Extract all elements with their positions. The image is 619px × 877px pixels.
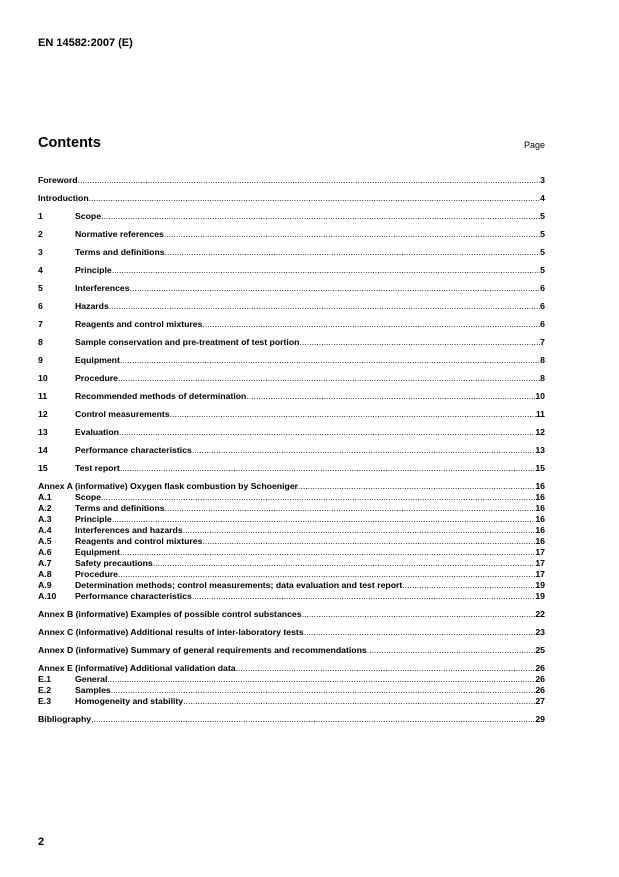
toc-entry-title: Principle [75, 265, 112, 275]
toc-entry-title: Hazards [75, 301, 109, 311]
toc-entry[interactable] [38, 463, 545, 474]
toc-entry-title: Performance characteristics [75, 591, 192, 601]
toc-entry[interactable] [38, 337, 545, 348]
toc-entry[interactable] [38, 609, 545, 620]
toc-entry-number: E.3 [38, 696, 52, 706]
toc-entry[interactable] [38, 229, 545, 240]
dot-leader [109, 301, 540, 312]
toc-entry-title: Terms and definitions [75, 503, 165, 513]
toc-entry-page: 12 [535, 427, 545, 437]
toc-entry-page: 5 [540, 265, 545, 275]
toc-entry-number: 12 [38, 409, 48, 419]
dot-leader [107, 674, 535, 685]
toc-entry-number: A.3 [38, 514, 52, 524]
toc-entry-number: 5 [38, 283, 43, 293]
toc-entry[interactable] [38, 663, 545, 674]
toc-entry-number: 9 [38, 355, 43, 365]
dot-leader [367, 645, 536, 656]
dot-leader [120, 355, 540, 366]
toc-entry-number: A.7 [38, 558, 52, 568]
page-number: 2 [38, 836, 45, 848]
dot-leader [112, 514, 536, 525]
toc-entry-number: 11 [38, 391, 48, 401]
toc-entry-page: 11 [535, 409, 545, 419]
dot-leader [164, 229, 540, 240]
toc-entry-title: Reagents and control mixtures [75, 319, 203, 329]
toc-entry-page: 6 [540, 319, 545, 329]
toc-entry-number: 6 [38, 301, 43, 311]
dot-leader [192, 591, 535, 602]
toc-entry-page: 27 [535, 696, 545, 706]
toc-entry-number: 10 [38, 373, 48, 383]
toc-entry-number: 14 [38, 445, 48, 455]
toc-entry-page: 5 [540, 229, 545, 239]
dot-leader [101, 211, 540, 222]
toc-entry-title: Performance characteristics [75, 445, 192, 455]
toc-entry-title: Annex E (informative) Additional validation data [38, 663, 236, 673]
dot-leader [299, 337, 540, 348]
dot-leader [91, 714, 535, 725]
toc-entry-page: 16 [535, 525, 545, 535]
toc-entry[interactable] [38, 525, 545, 536]
toc-entry-title: Determination methods; control measurements; data evaluation and test report [75, 580, 403, 590]
toc-entry[interactable] [38, 696, 545, 707]
dot-leader [120, 547, 535, 558]
toc-entry-title: Samples [75, 685, 111, 695]
toc-entry[interactable] [38, 547, 545, 558]
dot-leader [170, 409, 536, 420]
toc-entry-title: Principle [75, 514, 112, 524]
toc-entry[interactable] [38, 492, 545, 503]
toc-entry-page: 5 [540, 247, 545, 257]
toc-entry-page: 19 [535, 591, 545, 601]
dot-leader [192, 445, 535, 456]
toc-entry-number: A.9 [38, 580, 52, 590]
dot-leader [118, 569, 535, 580]
toc-entry-title: Equipment [75, 355, 120, 365]
dot-leader [153, 558, 536, 569]
toc-entry[interactable] [38, 211, 545, 222]
toc-entry-number: 7 [38, 319, 43, 329]
toc-entry-page: 4 [540, 193, 545, 203]
toc-entry-title: Interferences and hazards [75, 525, 183, 535]
dot-leader [111, 685, 536, 696]
toc-entry-number: 1 [38, 211, 43, 221]
toc-entry-page: 6 [540, 301, 545, 311]
toc-entry-number: A.10 [38, 591, 57, 601]
toc-entry-number: A.8 [38, 569, 52, 579]
toc-entry-number: A.5 [38, 536, 52, 546]
toc-entry-number: 3 [38, 247, 43, 257]
toc-entry-page: 19 [535, 580, 545, 590]
toc-entry[interactable] [38, 580, 545, 591]
dot-leader [78, 175, 541, 186]
toc-entry[interactable] [38, 685, 545, 696]
toc-entry[interactable] [38, 355, 545, 366]
dot-leader [183, 696, 535, 707]
toc-entry-page: 15 [535, 463, 545, 473]
dot-leader [298, 481, 535, 492]
toc-entry-page: 26 [535, 685, 545, 695]
toc-entry-number: E.1 [38, 674, 52, 684]
dot-leader [183, 525, 536, 536]
toc-entry-title: Annex B (informative) Examples of possible control substances [38, 609, 302, 619]
toc-entry-title: Safety precautions [75, 558, 153, 568]
dot-leader [202, 319, 540, 330]
toc-entry[interactable] [38, 427, 545, 438]
dot-leader [119, 427, 535, 438]
toc-entry-title: Annex C (informative) Additional results of inter-laboratory tests [38, 627, 304, 637]
toc-entry[interactable] [38, 175, 545, 186]
toc-entry[interactable] [38, 536, 545, 547]
dot-leader [112, 265, 540, 276]
toc-entry-number: A.1 [38, 492, 52, 502]
toc-entry[interactable] [38, 481, 545, 492]
toc-entry-page: 16 [535, 481, 545, 491]
toc-entry-title: Test report [75, 463, 120, 473]
toc-entry-page: 25 [535, 645, 545, 655]
toc-entry-number: A.6 [38, 547, 52, 557]
dot-leader [165, 247, 541, 258]
toc-entry-title: Foreword [38, 175, 78, 185]
toc-entry-page: 22 [535, 609, 545, 619]
toc-entry[interactable] [38, 514, 545, 525]
toc-entry-title: Recommended methods of determination [75, 391, 247, 401]
toc-entry[interactable] [38, 265, 545, 276]
toc-entry-title: Normative references [75, 229, 164, 239]
toc-entry-title: General [75, 674, 108, 684]
toc-entry-page: 17 [535, 558, 545, 568]
dot-leader [246, 391, 535, 402]
document-id: EN 14582:2007 (E) [38, 37, 133, 49]
toc-entry-page: 29 [535, 714, 545, 724]
toc-entry-title: Reagents and control mixtures [75, 536, 203, 546]
toc-entry-title: Terms and definitions [75, 247, 165, 257]
toc-entry[interactable] [38, 591, 545, 602]
toc-entry-page: 5 [540, 211, 545, 221]
toc-entry-page: 16 [535, 536, 545, 546]
toc-entry-title: Annex D (informative) Summary of general requirements and recommendations [38, 645, 367, 655]
toc-entry-number: 4 [38, 265, 43, 275]
dot-leader [236, 663, 536, 674]
toc-entry[interactable] [38, 558, 545, 569]
contents-title: Contents [38, 135, 101, 151]
toc-entry[interactable] [38, 674, 545, 685]
toc-entry-number: 8 [38, 337, 43, 347]
toc-entry-title: Sample conservation and pre-treatment of test portion [75, 337, 300, 347]
toc-entry[interactable] [38, 627, 545, 638]
page-column-label: Page [523, 140, 545, 150]
toc-entry-page: 16 [535, 503, 545, 513]
toc-entry-title: Scope [75, 492, 102, 502]
toc-entry-title: Introduction [38, 193, 89, 203]
toc-entry-page: 26 [535, 663, 545, 673]
dot-leader [165, 503, 536, 514]
toc-entry-page: 6 [540, 283, 545, 293]
toc-entry-page: 23 [535, 627, 545, 637]
toc-entry-page: 7 [540, 337, 545, 347]
toc-entry-page: 3 [540, 175, 545, 185]
toc-entry-page: 17 [535, 547, 545, 557]
dot-leader [402, 580, 535, 591]
toc-entry-number: A.2 [38, 503, 52, 513]
toc-entry-page: 26 [535, 674, 545, 684]
toc-entry[interactable] [38, 714, 545, 725]
toc-entry[interactable] [38, 193, 545, 204]
toc-entry-title: Homogeneity and stability [75, 696, 184, 706]
toc-entry-title: Annex A (informative) Oxygen flask combustion by Schoeniger [38, 481, 299, 491]
toc-entry-page: 13 [535, 445, 545, 455]
toc-entry[interactable] [38, 319, 545, 330]
toc-entry[interactable] [38, 247, 545, 258]
toc-entry-title: Scope [75, 211, 102, 221]
toc-entry-page: 8 [540, 355, 545, 365]
toc-entry-number: 15 [38, 463, 48, 473]
toc-entry-number: 2 [38, 229, 43, 239]
toc-entry-page: 17 [535, 569, 545, 579]
toc-entry-title: Evaluation [75, 427, 119, 437]
toc-entry-title: Control measurements [75, 409, 170, 419]
dot-leader [304, 627, 536, 638]
toc-entry-title: Equipment [75, 547, 120, 557]
toc-entry[interactable] [38, 283, 545, 294]
dot-leader [89, 193, 540, 204]
toc-entry[interactable] [38, 409, 545, 420]
toc-entry-title: Interferences [75, 283, 130, 293]
dot-leader [130, 283, 541, 294]
toc-entry-page: 10 [535, 391, 545, 401]
toc-entry[interactable] [38, 503, 545, 514]
toc-entry-number: A.4 [38, 525, 52, 535]
dot-leader [101, 492, 535, 503]
dot-leader [202, 536, 535, 547]
toc-entry-title: Procedure [75, 569, 118, 579]
toc-entry[interactable] [38, 373, 545, 384]
toc-entry[interactable] [38, 301, 545, 312]
toc-entry-page: 16 [535, 492, 545, 502]
dot-leader [120, 463, 536, 474]
toc-entry-number: 13 [38, 427, 48, 437]
toc-entry-page: 8 [540, 373, 545, 383]
toc-entry-title: Bibliography [38, 714, 92, 724]
dot-leader [118, 373, 540, 384]
toc-entry[interactable] [38, 645, 545, 656]
toc-entry-number: E.2 [38, 685, 52, 695]
toc-entry[interactable] [38, 391, 545, 402]
toc-entry[interactable] [38, 445, 545, 456]
toc-entry[interactable] [38, 569, 545, 580]
toc-entry-page: 16 [535, 514, 545, 524]
dot-leader [302, 609, 536, 620]
toc-entry-title: Procedure [75, 373, 118, 383]
